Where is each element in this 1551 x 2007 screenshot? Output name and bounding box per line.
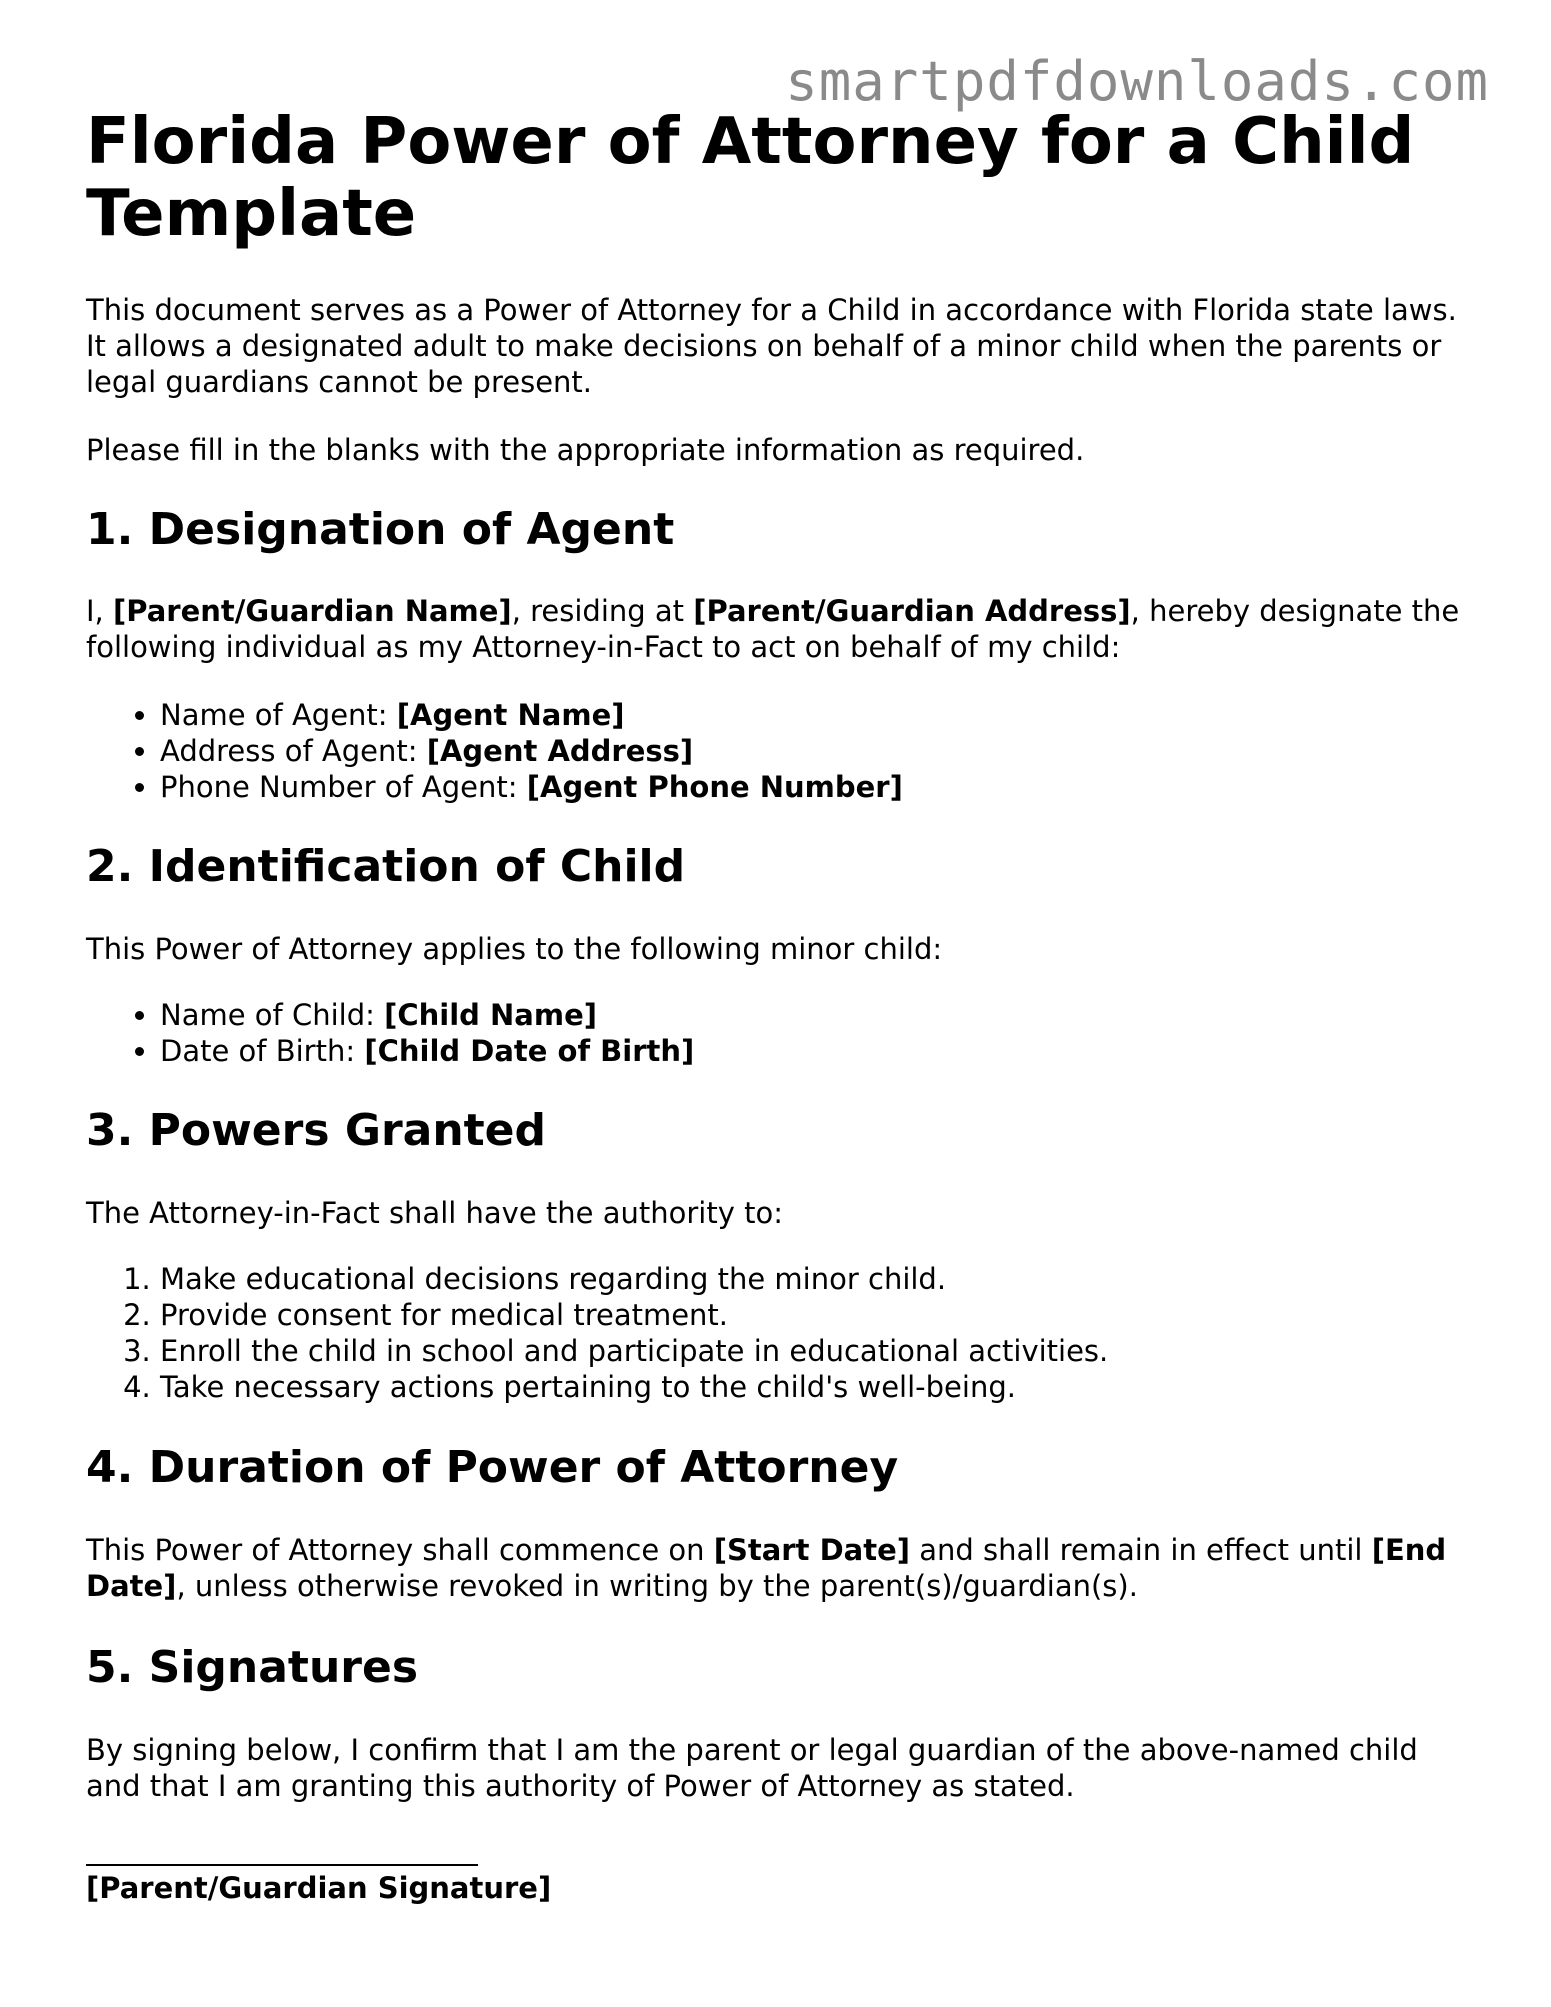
parent-address-placeholder: [Parent/Guardian Address] <box>693 594 1131 628</box>
watermark: smartpdfdownloads.com <box>785 50 1489 113</box>
list-item <box>160 733 1540 769</box>
list-item <box>160 769 1540 805</box>
section-1-text-end: , hereby designate the following individual as my Attorney-in-Fact to act on behalf of my child: <box>86 594 1460 664</box>
child-details-list <box>86 997 1540 1069</box>
document-title: Florida Power of Attorney for a Child Template <box>86 105 1415 251</box>
section-1-paragraph <box>86 593 1466 665</box>
signature-label: [Parent/Guardian Signature] <box>86 1871 552 1905</box>
list-item-label: Name of Agent: <box>160 698 397 732</box>
parent-name-placeholder: [Parent/Guardian Name] <box>113 594 512 628</box>
intro-paragraph-1: This document serves as a Power of Attorney for a Child in accordance with Florida state laws. It allows a designated adult to make decisions on behalf of a minor child when the parents or legal guardians cannot be present. <box>86 293 1457 399</box>
list-item <box>160 697 1540 733</box>
signature-line <box>86 1864 478 1866</box>
powers-list <box>86 1261 1540 1405</box>
list-item-label: Date of Birth: <box>160 1034 365 1068</box>
section-5-paragraph: By signing below, I confirm that I am the parent or legal guardian of the above-named child and that I am granting this authority of Power of Attorney as stated. <box>86 1733 1418 1803</box>
list-item: 3. Enroll the child in school and participate in educational activities. <box>160 1333 1540 1369</box>
start-date-placeholder: [Start Date] <box>713 1533 910 1567</box>
child-dob-placeholder: [Child Date of Birth] <box>364 1034 695 1068</box>
section-4-heading: 4. Duration of Power of Attorney <box>86 1442 899 1493</box>
section-2-heading: 2. Identification of Child <box>86 841 686 892</box>
section-4-text-start: This Power of Attorney shall commence on <box>86 1533 714 1567</box>
list-item <box>160 997 1540 1033</box>
intro-paragraph-2: Please fill in the blanks with the appropriate information as required. <box>86 433 1085 467</box>
agent-phone-placeholder: [Agent Phone Number] <box>526 770 903 804</box>
list-item-label: Name of Child: <box>160 998 385 1032</box>
section-3-heading: 3. Powers Granted <box>86 1105 547 1156</box>
list-item <box>160 1033 1540 1069</box>
section-1-text-start: I, <box>86 594 113 628</box>
section-4-text-mid: and shall remain in effect until <box>910 1533 1372 1567</box>
agent-name-placeholder: [Agent Name] <box>396 698 625 732</box>
list-item: 1. Make educational decisions regarding the minor child. <box>160 1261 1540 1297</box>
section-3-paragraph: The Attorney-in-Fact shall have the authority to: <box>86 1196 783 1230</box>
list-item-label: Phone Number of Agent: <box>160 770 527 804</box>
list-item: 4. Take necessary actions pertaining to the child's well-being. <box>160 1369 1540 1405</box>
child-name-placeholder: [Child Name] <box>384 998 597 1032</box>
section-4-paragraph <box>86 1532 1466 1604</box>
list-item-label: Address of Agent: <box>160 734 427 768</box>
end-date-placeholder: [End Date] <box>86 1533 1447 1603</box>
section-4-text-end: , unless otherwise revoked in writing by the parent(s)/guardian(s). <box>176 1569 1138 1603</box>
agent-details-list <box>86 697 1540 805</box>
agent-address-placeholder: [Agent Address] <box>426 734 694 768</box>
list-item: 2. Provide consent for medical treatment. <box>160 1297 1540 1333</box>
section-1-heading: 1. Designation of Agent <box>86 504 675 555</box>
section-2-paragraph: This Power of Attorney applies to the following minor child: <box>86 932 943 966</box>
section-1-text-mid: , residing at <box>511 594 694 628</box>
section-5-heading: 5. Signatures <box>86 1642 419 1693</box>
